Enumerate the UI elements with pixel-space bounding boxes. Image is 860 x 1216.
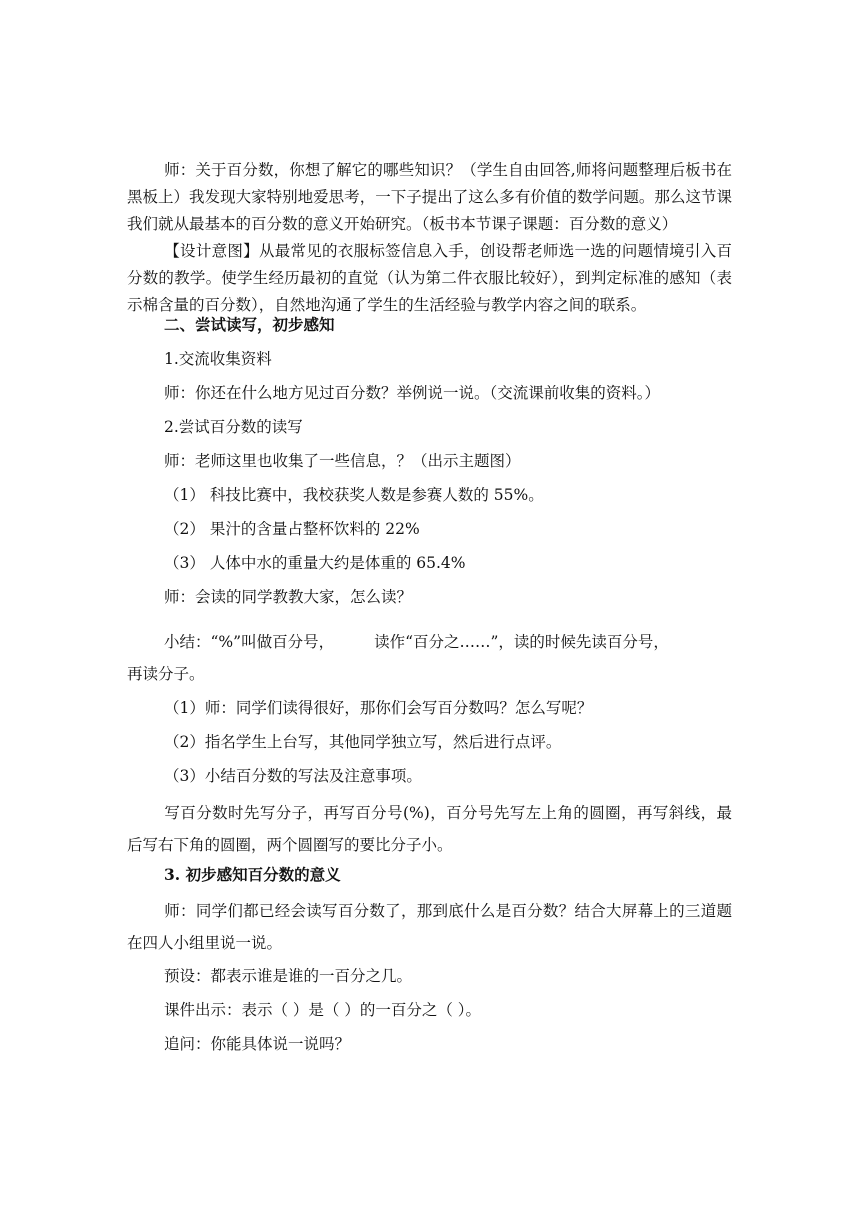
ask-read-text: 师：会读的同学教教大家，怎么读？ — [164, 588, 413, 606]
step3-paragraph — [127, 895, 732, 959]
write-step: （1）师：同学们读得很好，那你们会写百分数吗？怎么写呢？ — [164, 699, 593, 717]
preset-text: 预设：都表示谁是谁的一百分之几。 — [164, 967, 413, 985]
summary-continuation: 再读分子。 — [127, 665, 205, 683]
list-item — [164, 517, 420, 539]
design-intent-text: 【设计意图】从最常见的衣服标签信息入手，创设帮老师选一选的问题情境引入百分数的教学。使学生经历最初的直觉（认为第二件衣服比较好），到判定标准的感知（表示棉含量的百分数），自然地沟通了学生的生活经验与教学内容之间的联系。 — [127, 242, 732, 314]
item-number: （2） — [164, 520, 205, 538]
design-intent-paragraph — [127, 238, 732, 319]
summary-part-a: 小结：“%”叫做百分号， — [164, 633, 335, 651]
write-step: （2）指名学生上台写，其他同学独立写，然后进行点评。 — [164, 733, 562, 751]
item-text: 科技比赛中，我校获奖人数是参赛人数的 55%。 — [209, 486, 544, 504]
step1-title: 1.交流收集资料 — [164, 350, 272, 368]
followup-text: 追问：你能具体说一说吗？ — [164, 1035, 351, 1053]
summary-part-b: 读作“百分之……”，读的时候先读百分号， — [374, 633, 669, 651]
item-number: （1） — [164, 486, 205, 504]
write-method-paragraph — [127, 797, 732, 861]
courseware-text: 课件出示：表示（ ）是（ ）的一百分之（ ）。 — [164, 1001, 482, 1019]
intro-paragraph — [127, 157, 732, 238]
write-method-text: 写百分数时先写分子，再写百分号(%)，百分号先写左上角的圆圈，再写斜线，最后写右下角的圆圈，两个圆圈写的要比分子小。 — [127, 804, 732, 854]
list-item — [164, 483, 544, 505]
step2-title: 2.尝试百分数的读写 — [164, 418, 303, 436]
item-text: 人体中水的重量大约是体重的 65.4% — [209, 554, 466, 572]
item-number: （3） — [164, 554, 205, 572]
step3-text: 师：同学们都已经会读写百分数了，那到底什么是百分数？结合大屏幕上的三道题在四人小组里说一说。 — [127, 902, 732, 952]
step2-text: 师：老师这里也收集了一些信息，？（出示主题图） — [164, 452, 521, 470]
intro-text: 师：关于百分数，你想了解它的哪些知识？（学生自由回答,师将问题整理后板书在黑板上）我发现大家特别地爱思考，一下子提出了这么多有价值的数学问题。那么这节课我们就从最基本的百分数的意义开始研究。（板书本节课子课题：百分数的意义） — [127, 161, 732, 233]
summary-line — [164, 630, 669, 652]
step3-title: 3. 初步感知百分数的意义 — [164, 865, 341, 884]
section-heading: 二、尝试读写，初步感知 — [164, 315, 335, 334]
step1-text: 师：你还在什么地方见过百分数？举例说一说。（交流课前收集的资料。） — [164, 384, 661, 402]
list-item — [164, 551, 465, 573]
item-text: 果汁的含量占整杯饮料的 22% — [209, 520, 420, 538]
write-step: （3）小结百分数的写法及注意事项。 — [164, 767, 422, 785]
